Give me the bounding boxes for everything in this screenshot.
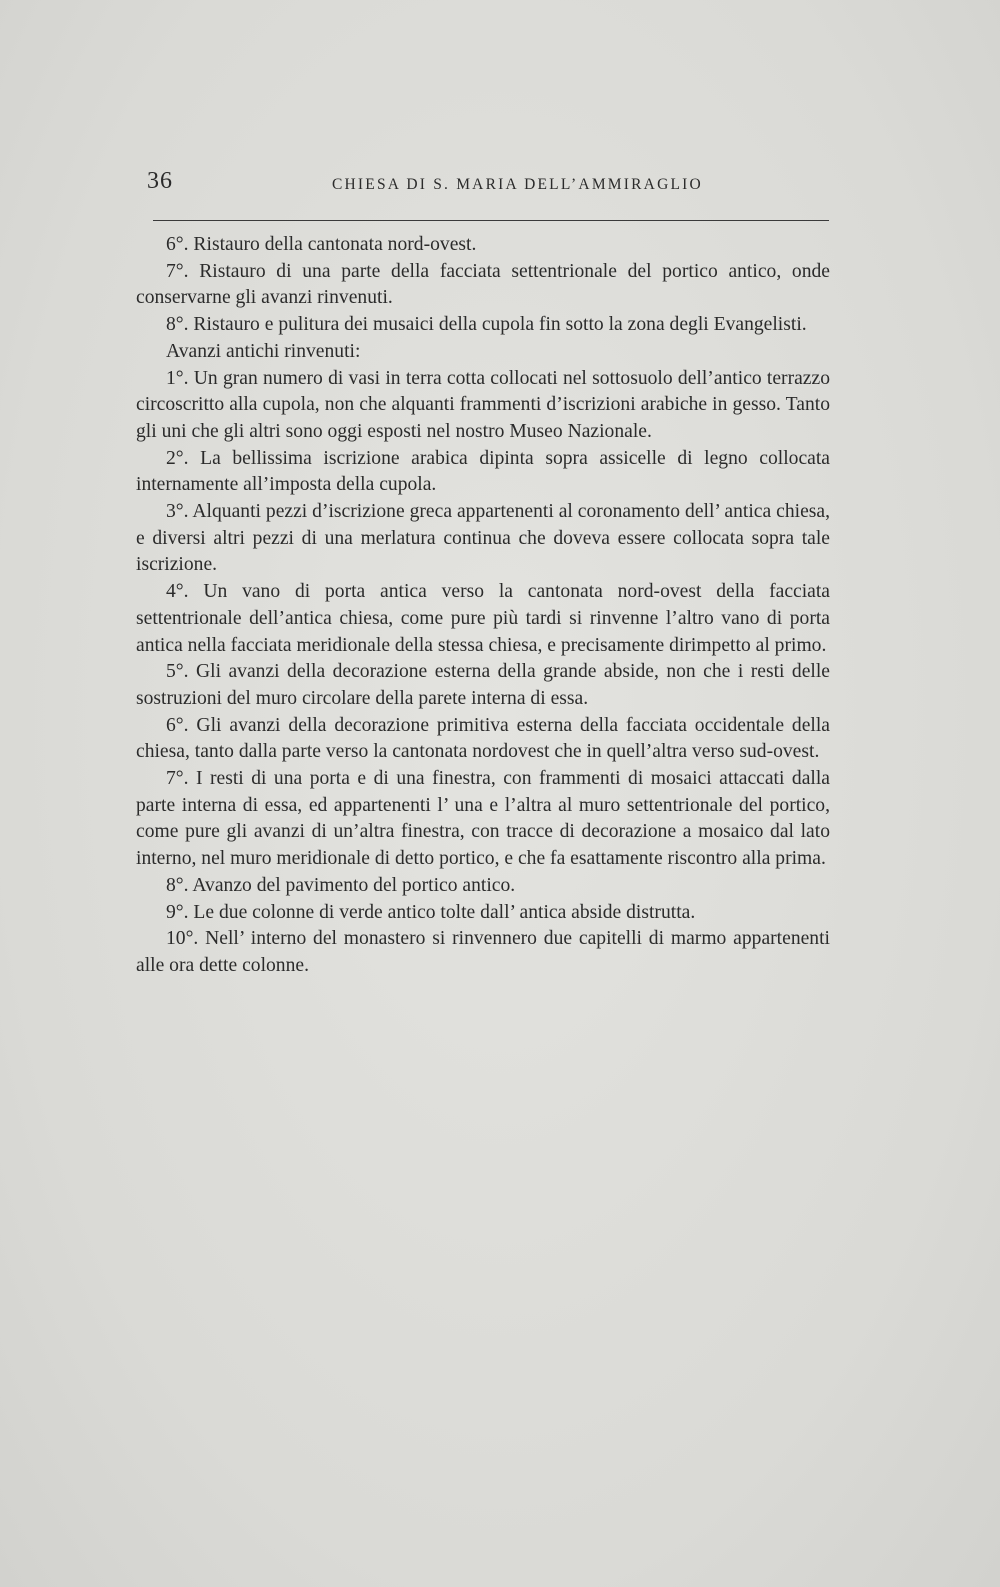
page-header [147,168,829,208]
section-heading: Avanzi antichi rinvenuti: [166,340,361,362]
paragraph: 5°. Gli avanzi della decorazione esterna della grande abside, non che i resti delle sostruzioni del muro circolare della parete interna di essa. [136,661,830,709]
page-number: 36 [147,168,173,194]
paragraph: 1°. Un gran numero di vasi in terra cotta collocati nel sottosuolo dell’antico terrazzo circoscritto alla cupola, non che alquanti frammenti d’iscrizioni arabiche in gesso. Tanto gli uni che gli altri sono oggi esposti nel nostro Museo Nazionale. [136,367,830,442]
paragraph: 8°. Ristauro e pulitura dei musaici della cupola fin sotto la zona degli Evangelisti. [166,314,807,336]
body-text [136,232,830,980]
header-rule [153,220,829,221]
paragraph: 7°. Ristauro di una parte della facciata settentrionale del portico antico, onde conservarne gli avanzi rinvenuti. [136,260,830,309]
paragraph: 4°. Un vano di porta antica verso la cantonata nord-ovest della facciata settentrionale dell’antica chiesa, come pure più tardi si rinvenne l’altro vano di porta antica nella facciata meridionale della stessa chiesa, e precisamente dirimpetto al primo. [136,581,830,656]
running-head: CHIESA DI S. MARIA DELL’AMMIRAGLIO [332,176,703,193]
paragraph: 6°. Gli avanzi della decorazione primitiva esterna della facciata occidentale della chiesa, tanto dalla parte verso la cantonata nordovest che in quell’altra verso sud-ovest. [136,714,830,763]
paragraph: 2°. La bellissima iscrizione arabica dipinta sopra assicelle di legno collocata internamente all’imposta della cupola. [136,447,830,496]
paragraph: 3°. Alquanti pezzi d’iscrizione greca appartenenti al coronamento dell’ antica chiesa, e diversi altri pezzi di una merlatura continua che doveva essere collocata sopra tale iscrizione. [136,501,830,576]
paragraph: 9°. Le due colonne di verde antico tolte dall’ antica abside distrutta. [166,901,696,923]
paragraph: 6°. Ristauro della cantonata nord-ovest. [166,234,477,255]
paragraph: 7°. I resti di una porta e di una finestra, con frammenti di mosaici attaccati dalla parte interna di essa, ed appartenenti l’ una e l’altra al muro settentrionale del portico, come pure gli avanzi di un’altra finestra, con tracce di decorazione a mosaico dal lato interno, nel muro meridionale di detto portico, e che fa esattamente riscontro alla prima. [136,768,830,870]
paragraph: 10°. Nell’ interno del monastero si rinvennero due capitelli di marmo appartenenti alle ora dette colonne. [136,928,830,976]
paragraph: 8°. Avanzo del pavimento del portico antico. [166,874,516,896]
